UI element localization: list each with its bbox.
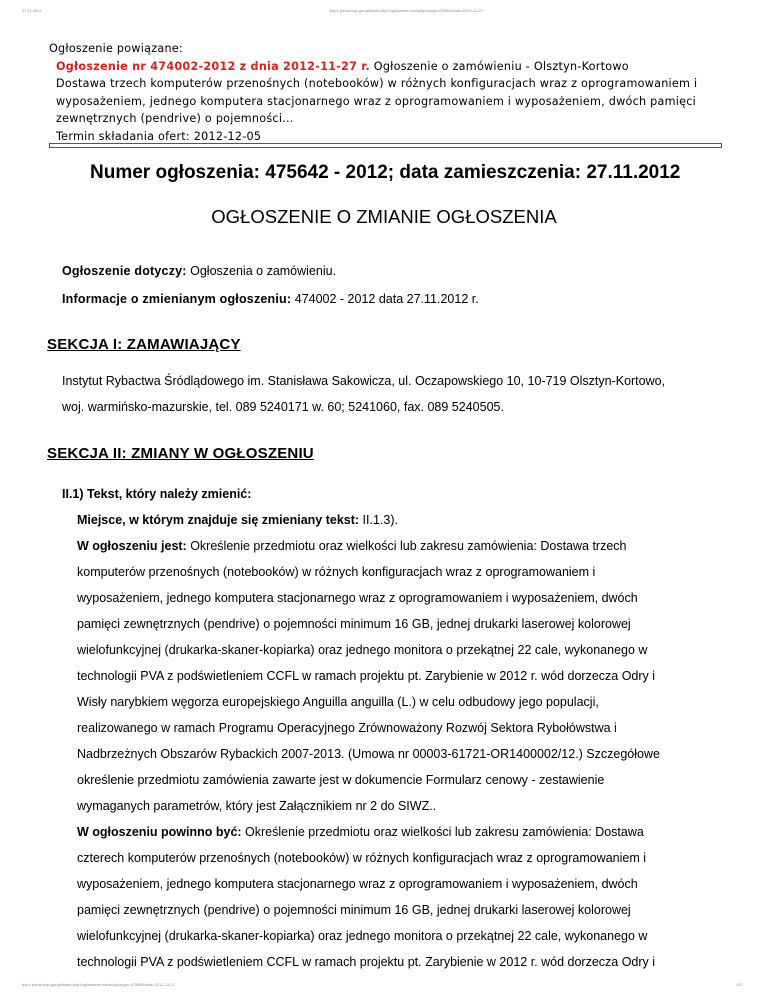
address-line: woj. warmińsko-mazurskie, tel. 089 5240171 w. 60; 5241060, fax. 089 5240505. [62,400,504,414]
informacje [62,292,479,306]
jest-line: określenie przedmiotu zamówienia zawarte jest w dokumencie Formularz cenowy - zestawienie [77,773,605,787]
page-title: OGŁOSZENIE O ZMIANIE OGŁOSZENIA [211,206,557,227]
jest-line: pamięci zewnętrznych (pendrive) o pojemności minimum 16 GB, jednej drukarki laserowej kolorowej [77,617,631,631]
address-line: Instytut Rybactwa Śródlądowego im. Stanisława Sakowicza, ul. Oczapowskiego 10, 10-719 Olsztyn-Kortowo, [62,374,666,388]
section-2-title: SEKCJA II: ZMIANY W OGŁOSZENIU [47,445,314,462]
related-desc-line: wyposażeniem, jednego komputera stacjonarnego wraz z oprogramowaniem i wyposażeniem, dwóch pamięci [56,94,696,108]
print-url: bzp1.portal.uzp.gov.pl/index.php?ogloszenie=show&pozycja=475642&rok=2012-11-27 [330,8,483,13]
powinno-line: czterech komputerów przenośnych (notebooków) w różnych konfiguracjach wraz z oprogramowaniem i [77,851,647,865]
jest-line: wielofunkcyjnej (drukarka-skaner-kopiarka) oraz jednego monitora o przekątnej 22 cale, wykonanego w [77,643,648,657]
notice-number: Numer ogłoszenia: 475642 - 2012; data zamieszczenia: 27.11.2012 [90,162,681,183]
zamawiajacy-address [62,368,665,420]
dotyczy-label: Ogłoszenie dotyczy: [62,264,187,278]
related-notice-link[interactable]: Ogłoszenie nr 474002-2012 z dnia 2012-11-27 r. [56,59,370,73]
jest-line: Wisły narybkiem węgorza europejskiego Anguilla anguilla (L.) w celu odbudowy jego populacji, [77,695,599,709]
dotyczy-value: Ogłoszenia o zamówieniu. [186,264,337,278]
jest-line: wyposażeniem, jednego komputera stacjonarnego wraz z oprogramowaniem i wyposażeniem, dwóch [77,591,638,605]
related-heading: Ogłoszenie powiązane: [49,42,183,55]
divider [49,143,722,148]
informacje-label: Informacje o zmienianym ogłoszeniu: [62,292,292,306]
section-2-subtitle: II.1) Tekst, który należy zmienić: [62,487,252,501]
footer-url: bzp1.portal.uzp.gov.pl/index.php?ogloszenie=show&pozycja=475642&rok=2012-11-27 [22,982,175,987]
jest-line: technologii PVA z podświetleniem CCFL w ramach projektu pt. Zarybienie w 2012 r. wód dorzecza Odry i [77,669,656,683]
powinno-line: wyposażeniem, jednego komputera stacjonarnego wraz z oprogramowaniem i wyposażeniem, dwóch [77,877,638,891]
powinno-line: technologii PVA z podświetleniem CCFL w ramach projektu pt. Zarybienie w 2012 r. wód dorzecza Odry i [77,955,656,969]
miejsce-value: II.1.3). [359,513,398,527]
related-desc-line: Dostawa trzech komputerów przenośnych (notebooków) w różnych konfiguracjach wraz z oprogramowaniem i [56,77,698,90]
jest-line: realizowanego w ramach Programu Operacyjnego Zrównoważony Rozwój Sektora Rybołówstwa i [77,721,617,735]
related-deadline: Termin składania ofert: 2012-12-05 [56,129,262,143]
related-desc-line: zewnętrznych (pendrive) o pojemności... [56,112,294,125]
related-title: Ogłoszenie o zamówieniu - Olsztyn-Kortowo [369,59,629,73]
jest-line: komputerów przenośnych (notebooków) w różnych konfiguracjach wraz z oprogramowaniem i [77,565,596,579]
powinno-line: pamięci zewnętrznych (pendrive) o pojemności minimum 16 GB, jednej drukarki laserowej kolorowej [77,903,631,917]
footer-page: 1/2 [736,982,742,987]
changes-body [77,507,660,975]
print-date: 27.11.2012 [22,8,42,13]
dotyczy [62,264,336,278]
jest-line: wymaganych parametrów, który jest Załącznikiem nr 2 do SIWZ.. [77,799,437,813]
jest-label: W ogłoszeniu jest: [77,539,187,553]
jest-line: Nadbrzeżnych Obszarów Rybackich 2007-2013. (Umowa nr 00003-61721-OR1400002/12.) Szczegółowe [77,747,660,761]
powinno-line: wielofunkcyjnej (drukarka-skaner-kopiarka) oraz jednego monitora o przekątnej 22 cale, wykonanego w [77,929,648,943]
powinno-label: W ogłoszeniu powinno być: [77,825,242,839]
miejsce-label: Miejsce, w którym znajduje się zmieniany tekst: [77,513,360,527]
informacje-value: 474002 - 2012 data 27.11.2012 r. [291,292,479,306]
section-1-title: SEKCJA I: ZAMAWIAJĄCY [47,336,241,353]
related-notice [49,40,729,145]
powinno-first-line: Określenie przedmiotu oraz wielkości lub zakresu zamówienia: Dostawa [241,825,644,839]
jest-first-line: Określenie przedmiotu oraz wielkości lub zakresu zamówienia: Dostawa trzech [186,539,627,553]
